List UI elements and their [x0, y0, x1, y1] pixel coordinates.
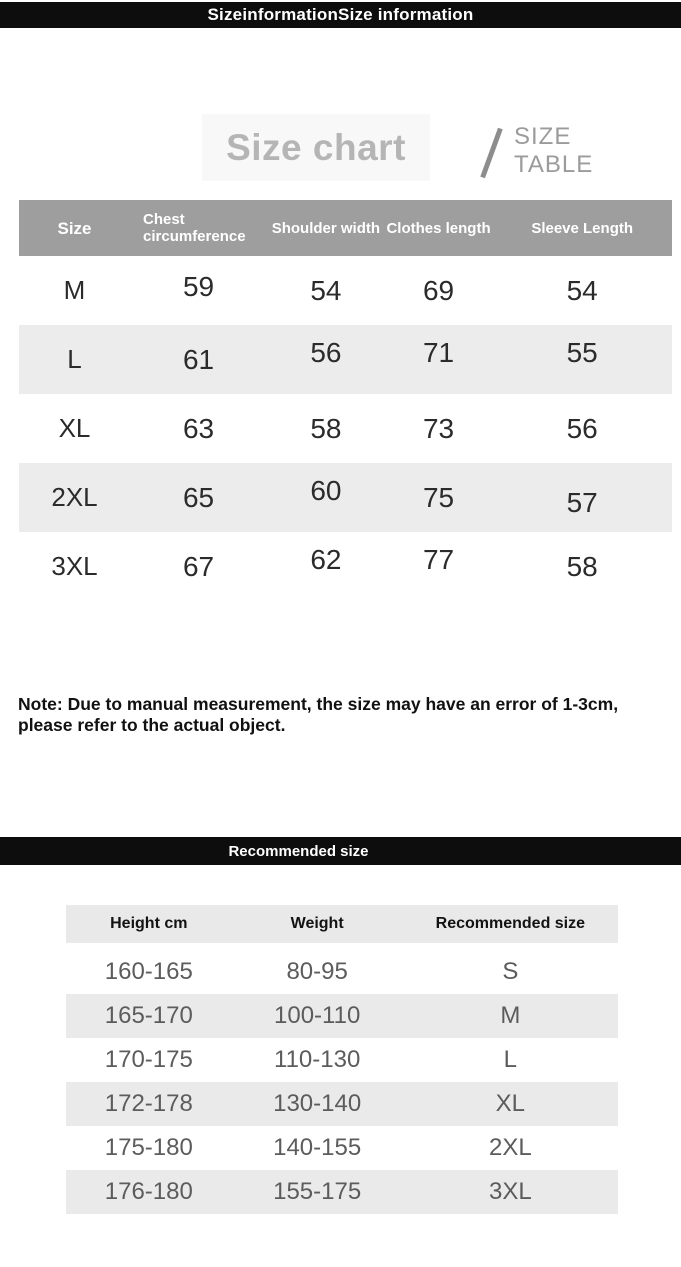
size-chart-table-header [19, 200, 672, 256]
size-chart-title: Size chart [226, 126, 406, 168]
height-cell: 172-178 [104, 1090, 193, 1117]
size-cell: L [67, 344, 82, 374]
recommended-size-table-header [66, 905, 618, 943]
size-cell: 3XL [51, 551, 98, 581]
chest-cell: 63 [182, 412, 215, 444]
table-row [66, 1082, 618, 1126]
table-row [66, 950, 618, 994]
recommended-size-cell: S [502, 958, 519, 985]
header-height-cm: Height cm [110, 915, 188, 932]
height-cell: 170-175 [104, 1046, 193, 1073]
shoulder-cell: 58 [310, 412, 342, 444]
clothes-cell: 77 [422, 543, 455, 575]
height-cell: 176-180 [104, 1178, 193, 1205]
clothes-cell: 73 [422, 412, 455, 444]
header-weight: Weight [290, 915, 344, 932]
size-chart-title-box [202, 114, 430, 181]
recommended-size-cell: L [503, 1046, 518, 1073]
table-row-3xl [19, 532, 672, 601]
header-recommended-size: Recommended size [435, 915, 586, 932]
recommended-size-cell: XL [495, 1090, 526, 1117]
sleeve-cell: 54 [566, 274, 598, 306]
table-row-xl [19, 394, 672, 463]
table-row [66, 994, 618, 1038]
table-row [66, 1126, 618, 1170]
sleeve-cell: 55 [566, 336, 598, 368]
recommended-size-cell: 3XL [488, 1178, 532, 1205]
weight-cell: 110-130 [274, 1046, 361, 1073]
size-table-label-line2: TABLE [514, 151, 594, 178]
measurement-note [18, 694, 668, 736]
height-cell: 160-165 [104, 958, 193, 985]
recommended-size-cell: 2XL [488, 1134, 532, 1161]
size-table-label [514, 123, 593, 179]
weight-cell: 155-175 [273, 1178, 362, 1205]
chest-cell: 59 [182, 270, 215, 302]
measurement-note-line1: Note: Due to manual measurement, the size may have an error of 1-3cm, [18, 694, 619, 714]
header-shoulder-width: Shoulder width [271, 219, 381, 237]
weight-cell: 80-95 [286, 958, 348, 985]
table-row-2xl [19, 463, 672, 532]
shoulder-cell: 62 [310, 543, 342, 575]
table-row [66, 1170, 618, 1214]
table-row-m [19, 256, 672, 325]
recommended-size-banner [0, 837, 681, 865]
table-row-l [19, 325, 672, 394]
sleeve-cell: 58 [566, 550, 598, 582]
sleeve-cell: 57 [566, 486, 598, 518]
slash-divider-icon [480, 128, 502, 179]
shoulder-cell: 60 [310, 474, 342, 506]
height-cell: 165-170 [104, 1002, 193, 1029]
chest-cell: 65 [182, 481, 215, 513]
shoulder-cell: 54 [310, 274, 342, 306]
size-table-label-line1: SIZE [514, 123, 572, 150]
chest-cell: 61 [182, 343, 215, 375]
recommended-size-table [66, 905, 618, 1214]
height-cell: 175-180 [104, 1134, 193, 1161]
sleeve-cell: 56 [566, 412, 598, 444]
clothes-cell: 71 [422, 336, 455, 368]
chest-cell: 67 [182, 550, 215, 582]
clothes-cell: 69 [422, 274, 455, 306]
weight-cell: 140-155 [273, 1134, 362, 1161]
size-cell: XL [58, 413, 91, 443]
header-sleeve-length: Sleeve Length [531, 219, 634, 237]
size-cell: M [63, 275, 86, 305]
measurement-note-line2: please refer to the actual object. [18, 715, 286, 735]
table-row [66, 1038, 618, 1082]
header-size: Size [57, 218, 92, 238]
recommended-size-banner-title: Recommended size [228, 842, 369, 860]
header-chest-circumference: Chest circumference [143, 211, 246, 245]
clothes-cell: 75 [422, 481, 455, 513]
size-cell: 2XL [51, 482, 98, 512]
size-chart-table [19, 200, 672, 601]
weight-cell: 100-110 [274, 1002, 361, 1029]
size-information-banner-title: SizeinformationSize information [207, 5, 474, 24]
size-information-banner [0, 2, 681, 28]
recommended-size-cell: M [500, 1002, 521, 1029]
header-clothes-length: Clothes length [386, 219, 491, 237]
weight-cell: 130-140 [273, 1090, 362, 1117]
shoulder-cell: 56 [310, 336, 342, 368]
